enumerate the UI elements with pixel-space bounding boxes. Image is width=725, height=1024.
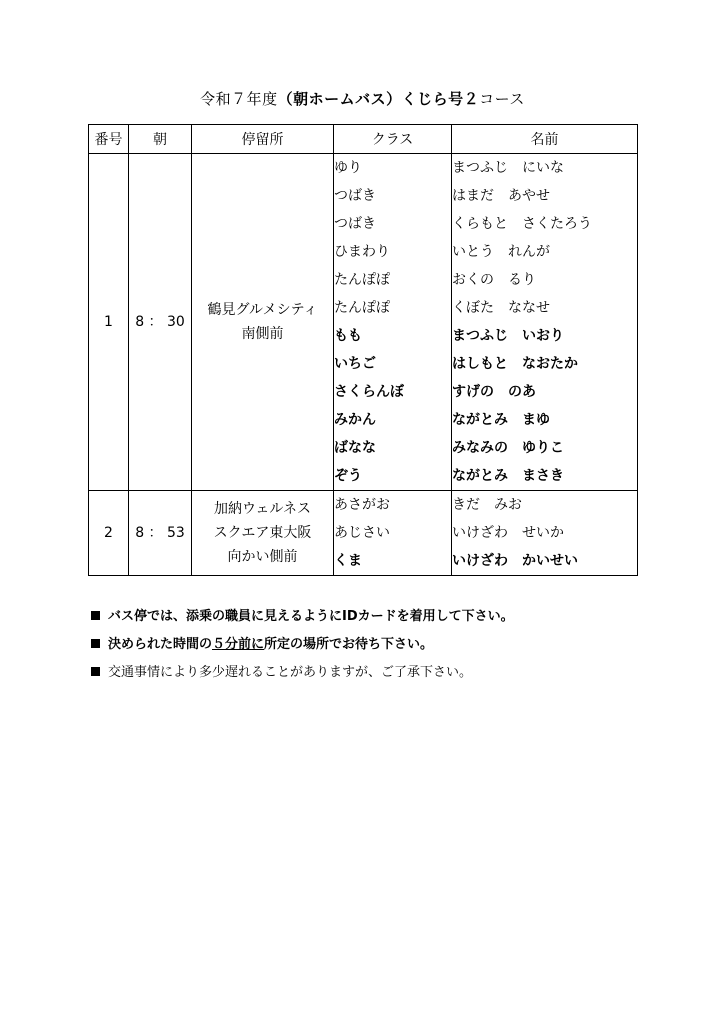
table-row (89, 491, 638, 576)
title-prefix: 令和７年度 (200, 90, 278, 108)
class-cell: ぞう (334, 468, 362, 484)
title-bold-part: （朝ホームバス）くじら号２ (277, 90, 480, 108)
class-cell: みかん (334, 412, 376, 428)
header-name: 名前 (452, 125, 638, 154)
class-cell: ゆり (334, 160, 362, 176)
bus-stop (192, 154, 334, 491)
name-cell: いとう れんが (452, 244, 550, 260)
table-row (89, 154, 638, 491)
class-cell: ばなな (334, 440, 376, 456)
pickup-time: 8 ： 53 (129, 491, 192, 576)
notes-list (91, 603, 514, 687)
pickup-time: 8 ： 30 (129, 154, 192, 491)
note-text: バス停では、添乗の職員に見えるようにIDカードを着用して下さい。 (108, 609, 514, 624)
name-cell: はしもと なおたか (452, 356, 578, 372)
bus-stop-line: 南側前 (241, 326, 284, 342)
bus-stop-line: スクエア東大阪 (213, 525, 312, 541)
note-item (91, 603, 514, 631)
note-underlined-text: に (251, 637, 265, 652)
note-item (91, 631, 514, 659)
bus-stop (192, 491, 334, 576)
class-cell: ひまわり (334, 244, 390, 260)
class-cell: つばき (334, 216, 376, 232)
bus-stop-line: 鶴見グルメシティ (207, 302, 318, 318)
header-stop: 停留所 (192, 125, 334, 154)
class-cell: たんぽぽ (334, 272, 390, 288)
class-cell: いちご (334, 356, 376, 372)
class-cell: たんぽぽ (334, 300, 390, 316)
name-cell: すげの のあ (452, 384, 536, 400)
bus-stop-line: 加納ウェルネス (213, 501, 312, 517)
name-cell: まつふじ にいな (452, 160, 564, 176)
header-number: 番号 (89, 125, 129, 154)
square-bullet-icon (91, 611, 100, 620)
name-cell: くらもと さくたろう (452, 216, 592, 232)
class-cell: もも (334, 328, 362, 344)
bus-stop-line: 向かい側前 (227, 549, 298, 565)
route-number: 2 (89, 491, 129, 576)
name-cell: いけざわ かいせい (452, 553, 578, 569)
table-header-row (89, 125, 638, 154)
note-text: 交通事情により多少遅れることがありますが、ご了承下さい。 (108, 665, 473, 680)
page-title (0, 88, 725, 109)
note-item (91, 659, 514, 687)
class-cell: くま (334, 553, 362, 569)
title-suffix: コース (479, 90, 525, 108)
class-cell: あさがお (334, 497, 390, 513)
class-list (334, 154, 452, 491)
name-list (452, 491, 638, 576)
name-cell: おくの るり (452, 272, 536, 288)
header-time: 朝 (129, 125, 192, 154)
bus-roster-table (88, 124, 638, 576)
class-cell: さくらんぼ (334, 384, 404, 400)
note-text: 決められた時間の (108, 637, 213, 652)
route-number: 1 (89, 154, 129, 491)
name-cell: はまだ あやせ (452, 188, 550, 204)
class-cell: あじさい (334, 525, 390, 541)
class-list (334, 491, 452, 576)
name-cell: きだ みお (452, 497, 522, 513)
note-underlined-text: ５分前 (212, 637, 252, 652)
header-class: クラス (334, 125, 452, 154)
square-bullet-icon (91, 639, 100, 648)
name-cell: ながとみ まゆ (452, 412, 550, 428)
class-cell: つばき (334, 188, 376, 204)
note-text: 所定の場所でお待ち下さい。 (264, 637, 434, 652)
name-cell: みなみの ゆりこ (452, 440, 564, 456)
name-cell: まつふじ いおり (452, 328, 564, 344)
square-bullet-icon (91, 667, 100, 676)
name-cell: ながとみ まさき (452, 468, 564, 484)
name-cell: いけざわ せいか (452, 525, 564, 541)
name-list (452, 154, 638, 491)
name-cell: くぼた ななせ (452, 300, 550, 316)
